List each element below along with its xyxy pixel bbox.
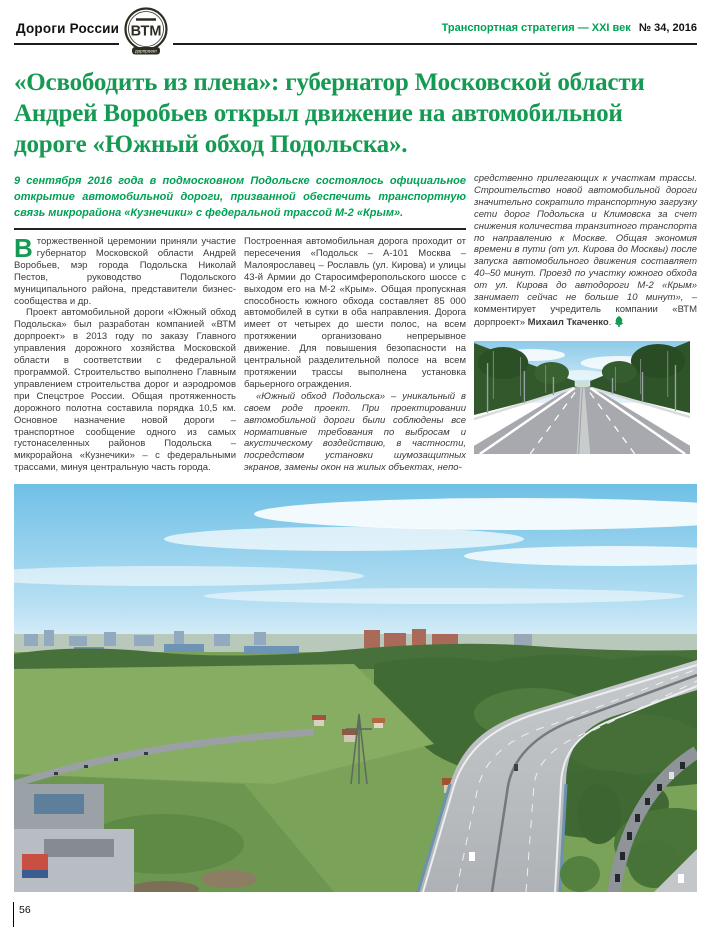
logo-subtext: дорпроект <box>134 48 158 54</box>
author-name: Михаил Ткаченко <box>527 316 609 328</box>
issue-info <box>442 22 697 34</box>
issue-strapline: Транспортная стратегия — XXI век <box>441 22 631 34</box>
attribution-text: – комментирует учредитель компании «ВТМ дорпроект» <box>474 292 697 328</box>
vtm-logo <box>119 6 173 63</box>
aerial-photo <box>14 484 697 892</box>
quote-paragraph: «Южный обход Подольска» – уникальный в своем роде проект. При проектировании автомобильной дороги были соблюдены все нормативные требования по выбросам и акустическому воздействию, в частности, посредством установки шумозащитных экранов, замены окон на жилых объектах, непо- <box>244 390 466 474</box>
paragraph: Построенная автомобильная дорога проходит от пересечения «Подольск – А-101 Москва – Малоярославец – Рославль (ул. Кирова) и улицы 43-й Армии до Старосимферопольского шоссе с выходом его на М-2 «Крым». Общая пропускная способность южного обхода составляет 85 000 автомобилей в сутки в оба направления. Дорога имеет от четырех до шести полос, на всем протяжении организовано непрерывное движение. Для повышения безопасности на центральной разделительной полосе на всем протяжении трассы выполнена установка барьерного ограждения. <box>244 236 466 390</box>
page-number-rule <box>13 902 14 927</box>
lead-paragraph: 9 сентября 2016 года в подмосковном Подольске состоялось официальное открытие автомобильной дороги, призванной обеспечить транспортную связь микрорайона «Кузнечики» с федеральной трассой М-2 «Крым». <box>14 175 466 219</box>
article-title: «Освободить из плена»: губернатор Московской области Андрей Воробьев открыл движение на автомобильной дороге «Южный обход Подольска». <box>14 69 645 158</box>
body-columns <box>14 233 466 474</box>
page-footer <box>13 902 711 927</box>
quote-text: средственно прилегающих к участкам трассы. Строительство новой автомобильной дороги значительно сократило транспортную загрузку сети дорог Подольска и Климовска за счет снижения количества транзитного транспорта по направлению к Москве. Общая экономия времени в пути (от ул. Кирова до Москвы) после запуска автомобильного движения составляет 40–50 минут. Проезд по участку южного обхода от ул. Кирова до автодороги М-2 «Крым» занимает сейчас не больше 10 минут», <box>474 173 697 304</box>
header-divider <box>14 43 697 45</box>
issue-number: № 34, 2016 <box>638 22 697 34</box>
article-body <box>14 173 697 474</box>
page-header <box>14 0 697 54</box>
paragraph-text: торжественной церемонии приняли участие губернатор Московской области Андрей Воробьев, мэр города Подольска Николай Пестов, руководство Подольского муниципального района, представители бизнес-сообщества и др. <box>14 236 236 307</box>
column-1 <box>14 233 236 474</box>
paragraph <box>14 233 236 307</box>
lead-divider <box>14 228 466 230</box>
drop-cap: В <box>14 233 33 263</box>
sentence-period: . <box>608 316 612 328</box>
magazine-title: Дороги России <box>16 21 120 36</box>
column-2 <box>244 236 466 474</box>
article-end-icon <box>614 316 624 331</box>
logo-text: ВТМ <box>130 23 162 40</box>
quote-paragraph <box>474 173 697 331</box>
page-number: 56 <box>19 904 31 917</box>
column-3 <box>474 173 697 474</box>
highway-photo <box>474 341 690 454</box>
lead-and-columns <box>14 173 466 474</box>
vtm-logo-icon <box>123 6 169 58</box>
paragraph: Проект автомобильной дороги «Южный обход Подольска» был разработан компанией «ВТМ дорпроект» в 2013 году по заказу Главного управления дорожного хозяйства Московской области в соответствии с федеральной программой. Строительство выполнено Главным управлением строительства дорог и аэродромов при Спецстрое России. Общая протяженность дорожного полотна составила порядка 10,5 км. Основное назначение новой дороги – транспортное сообщение одного из самых густонаселенных районов Подольска – микрорайона «Кузнечики» – с федеральными трассами, минуя центральную часть города. <box>14 307 236 474</box>
